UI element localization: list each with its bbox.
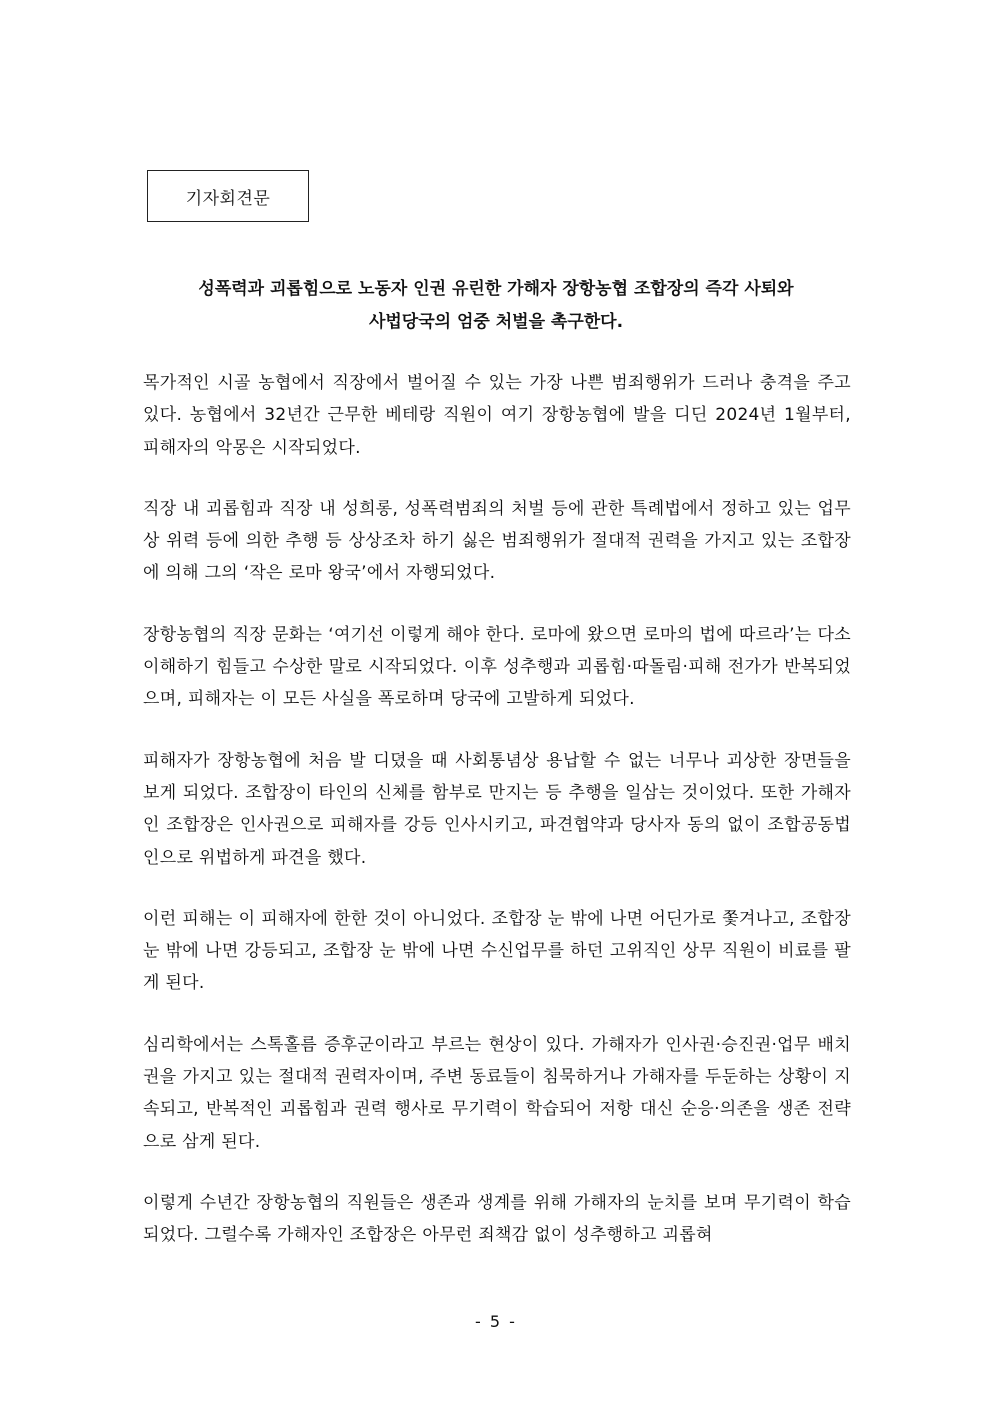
document-body [143, 367, 851, 1281]
page-number: - 5 - [475, 1312, 517, 1331]
paragraph-1: 목가적인 시골 농협에서 직장에서 벌어질 수 있는 가장 나쁜 범죄행위가 드러나 충격을 주고 있다. 농협에서 32년간 근무한 베테랑 직원이 여기 장항농협에 발을 디딘 2024년 1월부터, 피해자의 악몽은 시작되었다. [143, 373, 851, 458]
document-title [120, 273, 872, 339]
paragraph-5: 이런 피해는 이 피해자에 한한 것이 아니었다. 조합장 눈 밖에 나면 어딘가로 쫓겨나고, 조합장 눈 밖에 나면 강등되고, 조합장 눈 밖에 나면 수신업무를 하던 고위직인 상무 직원이 비료를 팔게 된다. [143, 908, 851, 994]
paragraph-7: 이렇게 수년간 장항농협의 직원들은 생존과 생계를 위해 가해자의 눈치를 보며 무기력이 학습되었다. 그럴수록 가해자인 조합장은 아무런 죄책감 없이 성추행하고 괴롭혀 [143, 1192, 851, 1246]
paragraph-4: 피해자가 장항농협에 처음 발 디뎠을 때 사회통념상 용납할 수 없는 너무나 괴상한 장면들을 보게 되었다. 조합장이 타인의 신체를 함부로 만지는 등 추행을 일삼는 것이었다. 또한 가해자인 조합장은 인사권으로 피해자를 강등 인사시키고, 파견협약과 당사자 동의 없이 조합공동법인으로 위법하게 파견을 했다. [143, 750, 851, 868]
paragraph-3: 장항농협의 직장 문화는 ‘여기선 이렇게 해야 한다. 로마에 왔으면 로마의 법에 따르라’는 다소 이해하기 힘들고 수상한 말로 시작되었다. 이후 성추행과 괴롭힘·따돌림·피해 전가가 반복되었으며, 피해자는 이 모든 사실을 폭로하며 당국에 고발하게 되었다. [143, 624, 851, 710]
press-conference-label [147, 170, 309, 222]
document-title-line-1: 성폭력과 괴롭힘으로 노동자 인권 유린한 가해자 장항농협 조합장의 즉각 사퇴와 [198, 279, 794, 299]
press-conference-label-text: 기자회견문 [185, 188, 271, 209]
document-title-line-2: 사법당국의 엄중 처벌을 촉구한다. [368, 312, 624, 332]
paragraph-6: 심리학에서는 스톡홀름 증후군이라고 부르는 현상이 있다. 가해자가 인사권·승진권·업무 배치권을 가지고 있는 절대적 권력자이며, 주변 동료들이 침묵하거나 가해자를 두둔하는 상황이 지속되고, 반복적인 괴롭힘과 권력 행사로 무기력이 학습되어 저항 대신 순응·의존을 생존 전략으로 삼게 된다. [143, 1034, 851, 1152]
paragraph-2: 직장 내 괴롭힘과 직장 내 성희롱, 성폭력범죄의 처벌 등에 관한 특례법에서 정하고 있는 업무상 위력 등에 의한 추행 등 상상조차 하기 싫은 범죄행위가 절대적 권력을 가지고 있는 조합장에 의해 그의 ‘작은 로마 왕국’에서 자행되었다. [143, 498, 851, 584]
